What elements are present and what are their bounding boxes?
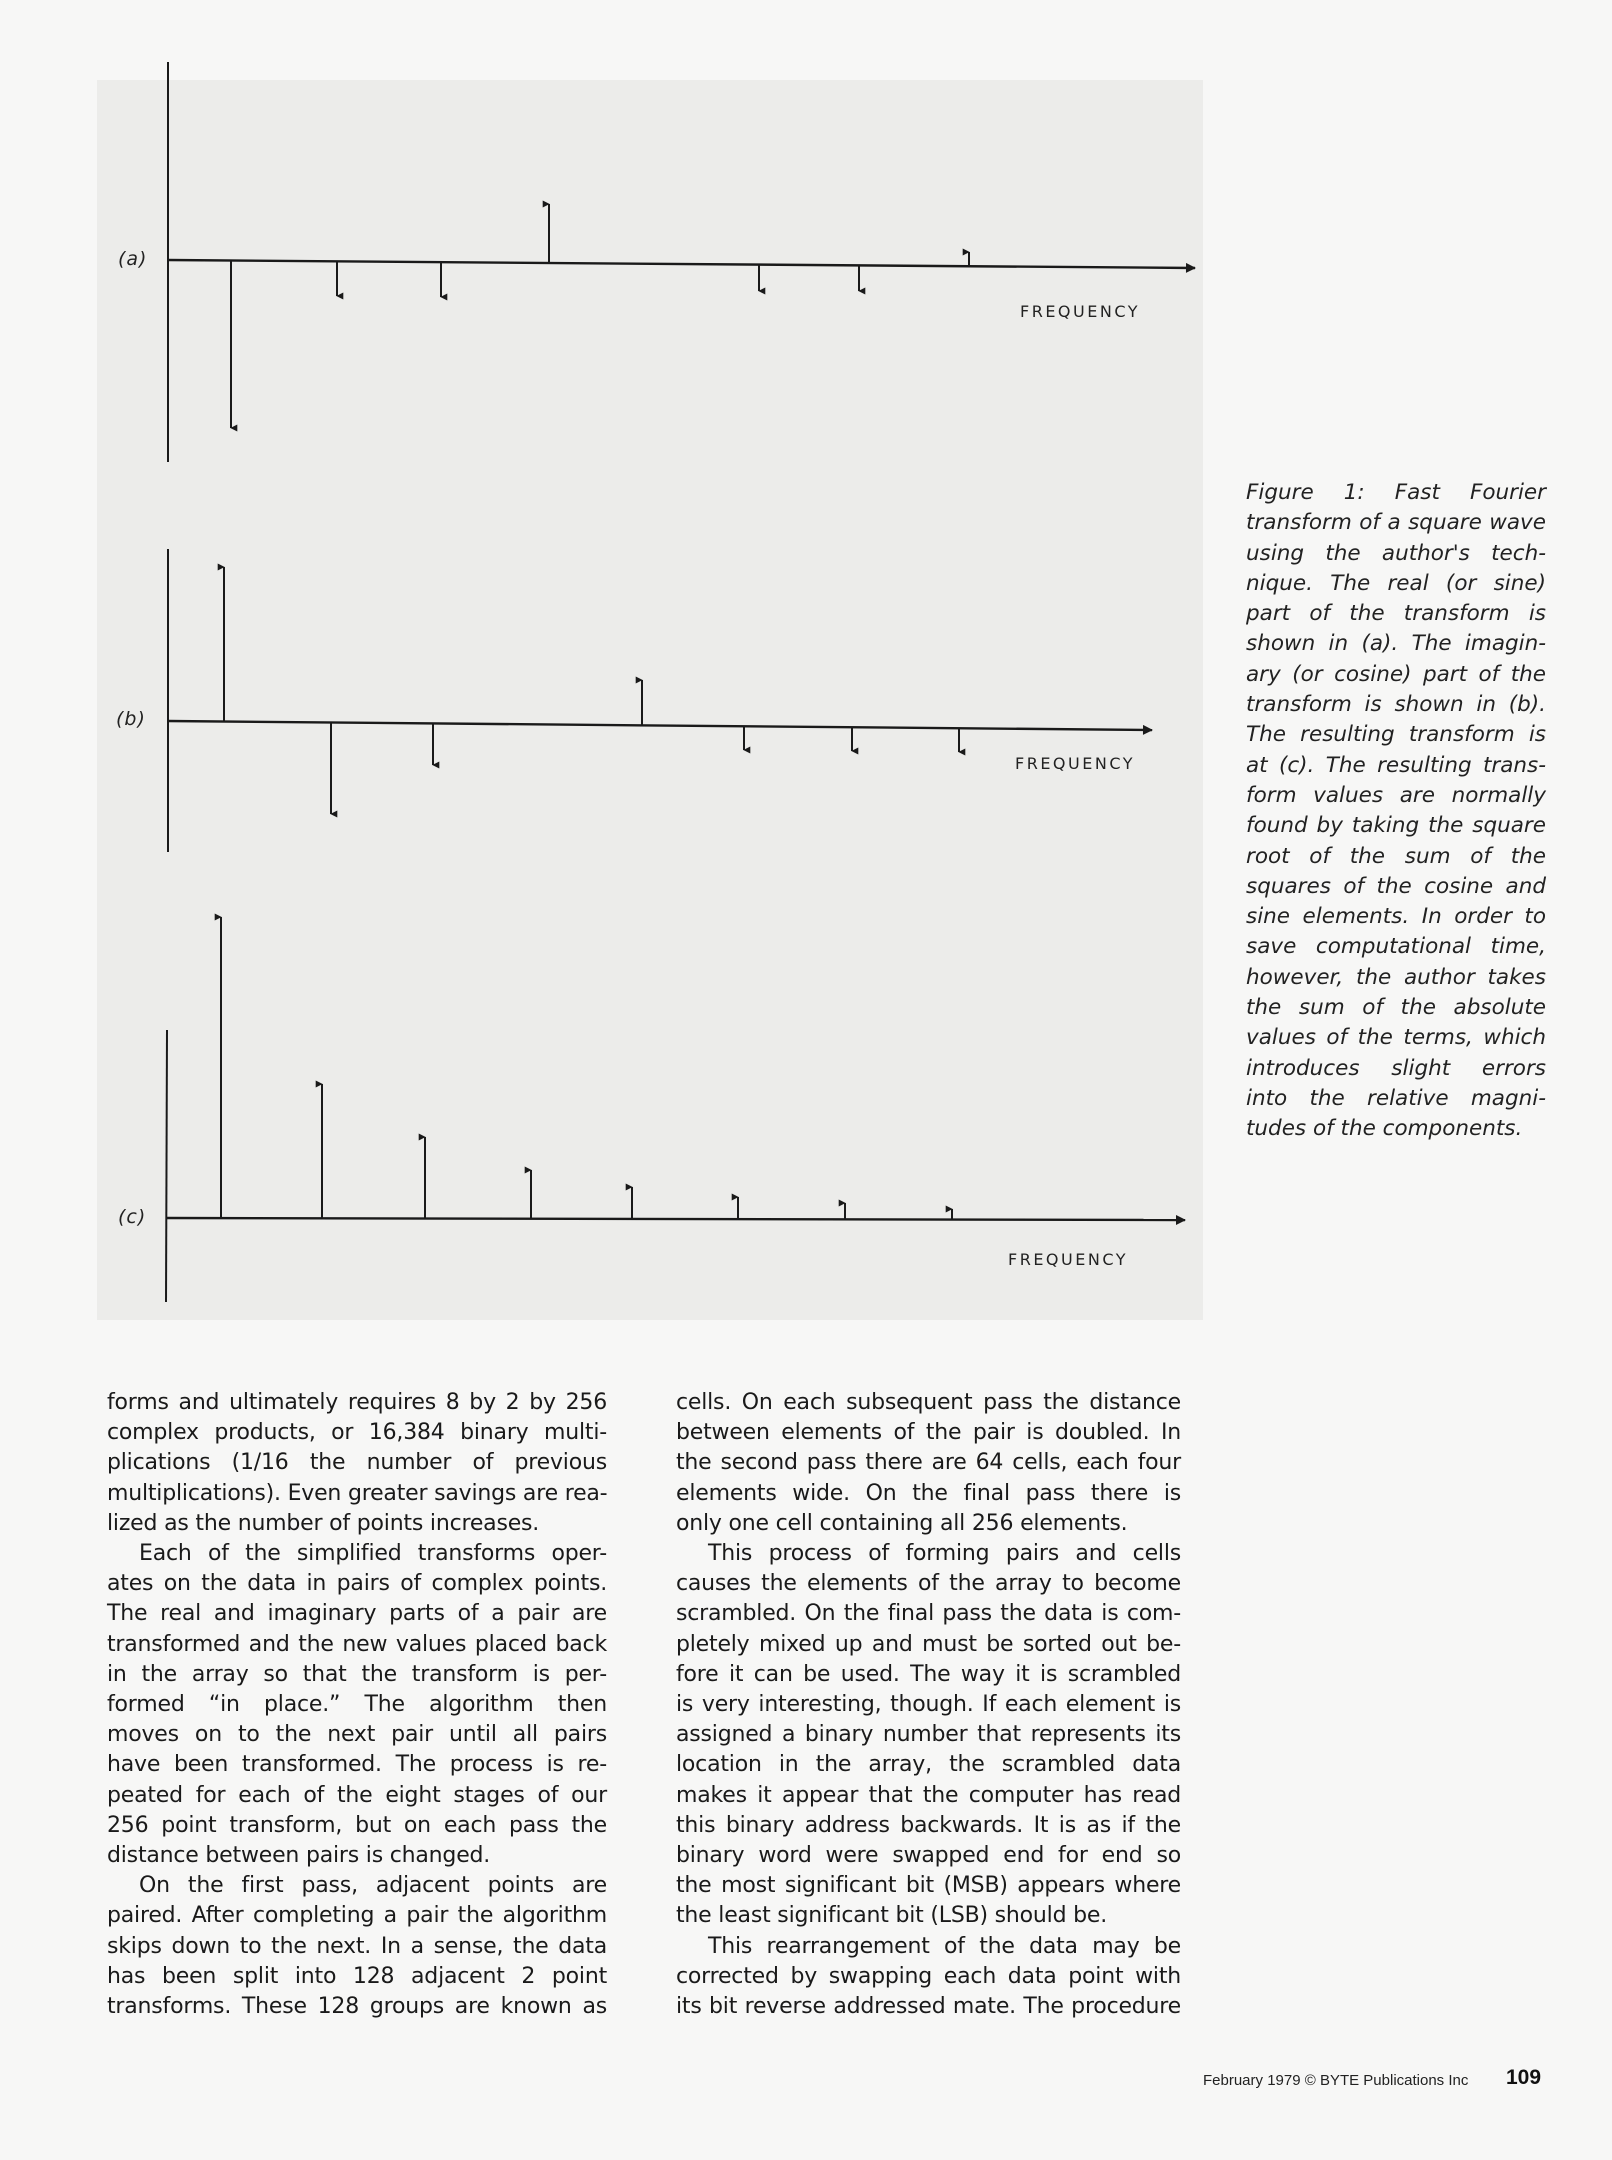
caption-line: tudes of the components. [1246, 1116, 1523, 1142]
body-text-line: Each of the simplified transforms oper- [139, 1541, 607, 1567]
caption-line: ary (or cosine) part of the [1246, 661, 1546, 687]
caption-line: save computational time, [1246, 934, 1546, 960]
body-text-line: corrected by swapping each data point with [676, 1963, 1181, 1989]
caption-line: root of the sum of the [1246, 843, 1546, 869]
body-text-line: The real and imaginary parts of a pair are [107, 1601, 607, 1627]
body-text-line: in the array so that the transform is per- [107, 1661, 607, 1687]
body-text-line: 256 point transform, but on each pass the [107, 1812, 607, 1838]
body-text-line: between elements of the pair is doubled. In [676, 1420, 1181, 1446]
body-text-line: pletely mixed up and must be sorted out be- [676, 1631, 1181, 1657]
caption-line: part of the transform is [1246, 601, 1546, 627]
body-text-line: assigned a binary number that represents its [676, 1722, 1181, 1748]
body-text-line: the least significant bit (LSB) should be. [676, 1903, 1108, 1929]
body-text-line: causes the elements of the array to become [676, 1571, 1181, 1597]
panel-b-label: (b) [116, 708, 146, 730]
body-text-line: has been split into 128 adjacent 2 point [107, 1963, 607, 1989]
body-text-line: ates on the data in pairs of complex points. [107, 1571, 607, 1597]
panel-a-stems [231, 204, 969, 428]
panel-c-plot [166, 917, 1185, 1302]
body-text-line: This process of forming pairs and cells [708, 1541, 1181, 1567]
caption-line: form values are normally [1246, 782, 1546, 808]
body-text-line: forms and ultimately requires 8 by 2 by 256 [107, 1390, 607, 1415]
caption-line: using the author's tech- [1246, 540, 1546, 566]
body-text-line: moves on to the next pair until all pairs [107, 1722, 607, 1748]
body-text-line: is very interesting, though. If each element is [676, 1692, 1181, 1718]
body-text-line: fore it can be used. The way it is scrambled [676, 1661, 1181, 1687]
body-text-line: elements wide. On the final pass there is [676, 1480, 1181, 1506]
caption-line: squares of the cosine and [1246, 873, 1546, 899]
body-text-line: transforms. These 128 groups are known as [107, 1994, 607, 2020]
body-text-line: makes it appear that the computer has read [676, 1782, 1181, 1808]
body-text-line: skips down to the next. In a sense, the data [107, 1933, 607, 1959]
panel-b-plot [168, 549, 1152, 852]
body-column-right [676, 1388, 1181, 2022]
body-text-line: This rearrangement of the data may be [708, 1933, 1181, 1959]
body-text-line: paired. After completing a pair the algorithm [107, 1903, 607, 1929]
panel-b-axis-label: FREQUENCY [1015, 754, 1135, 773]
body-text-line: this binary address backwards. It is as if the [676, 1812, 1181, 1838]
body-text-line: only one cell containing all 256 elements. [676, 1510, 1128, 1536]
panel-c-axis-label: FREQUENCY [1008, 1250, 1128, 1269]
panel-c-label: (c) [118, 1206, 147, 1228]
body-text-line: location in the array, the scrambled data [676, 1752, 1181, 1778]
body-text-line: multiplications). Even greater savings are rea- [107, 1480, 608, 1506]
caption-line: found by taking the square [1246, 813, 1546, 839]
body-text-line: complex products, or 16,384 binary multi- [107, 1420, 607, 1446]
body-text-line: On the first pass, adjacent points are [139, 1873, 607, 1899]
body-text-line: distance between pairs is changed. [107, 1843, 491, 1869]
body-text-line: the most significant bit (MSB) appears where [676, 1873, 1181, 1899]
caption-line: shown in (a). The imagin- [1246, 631, 1546, 657]
caption-line: transform is shown in (b). [1246, 692, 1546, 718]
panel-c-stems [221, 917, 952, 1220]
body-text-line: its bit reverse addressed mate. The procedure [676, 1994, 1181, 2020]
caption-line: values of the terms, which [1246, 1025, 1546, 1051]
body-text-line: the second pass there are 64 cells, each four [676, 1450, 1181, 1476]
caption-line: however, the author takes [1246, 964, 1546, 990]
body-text-line: cells. On each subsequent pass the distance [676, 1390, 1181, 1415]
panel-b-stems [224, 567, 959, 814]
page-number: 109 [1506, 2066, 1542, 2089]
caption-line: nique. The real (or sine) [1246, 570, 1546, 596]
caption-line: introduces slight errors [1246, 1055, 1546, 1081]
caption-line: into the relative magni- [1246, 1085, 1546, 1111]
body-text-line: peated for each of the eight stages of our [107, 1782, 607, 1808]
caption-line: The resulting transform is [1246, 722, 1546, 748]
caption-line: the sum of the absolute [1246, 995, 1546, 1021]
body-text-line: binary word were swapped end for end so [676, 1843, 1181, 1869]
panel-a-axis-label: FREQUENCY [1020, 302, 1140, 321]
body-text-line: scrambled. On the final pass the data is com- [676, 1601, 1181, 1627]
body-text-line: plications (1/16 the number of previous [107, 1450, 607, 1476]
body-column-left [107, 1388, 607, 2022]
figure-caption [1246, 478, 1546, 1145]
body-text-line: formed “in place.” The algorithm then [107, 1692, 607, 1718]
caption-line: transform of a square wave [1246, 510, 1546, 536]
caption-line: sine elements. In order to [1246, 904, 1546, 930]
panel-a-plot [168, 62, 1195, 462]
caption-line: at (c). The resulting trans- [1246, 752, 1546, 778]
body-text-line: have been transformed. The process is re- [107, 1752, 607, 1778]
footer-publication: February 1979 © BYTE Publications Inc [1203, 2072, 1469, 2089]
body-text-line: lized as the number of points increases. [107, 1510, 540, 1536]
panel-a-label: (a) [118, 248, 148, 270]
caption-line: Figure 1: Fast Fourier [1246, 480, 1546, 505]
body-text-line: transformed and the new values placed back [107, 1631, 607, 1657]
